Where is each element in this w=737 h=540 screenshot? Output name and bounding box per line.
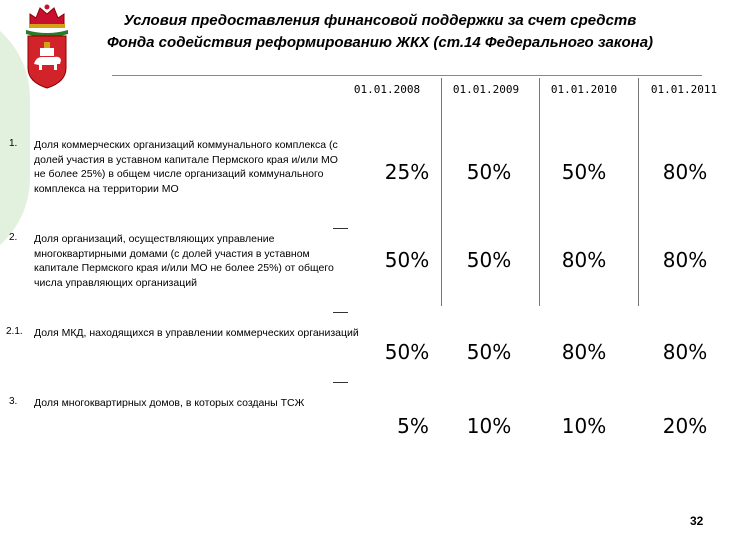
column-header-2010: 01.01.2010 bbox=[550, 83, 618, 96]
row-number: 3. bbox=[9, 396, 18, 407]
page-title bbox=[60, 10, 700, 54]
column-divider bbox=[638, 78, 639, 306]
row-number: 2.1. bbox=[6, 326, 23, 337]
value-cell: 80% bbox=[561, 340, 607, 364]
value-cell: 50% bbox=[384, 340, 430, 364]
value-cell: 80% bbox=[662, 340, 708, 364]
value-cell: 80% bbox=[662, 248, 708, 272]
row-label: Доля организаций, осуществляющих управление многоквартирными домами (с долей участия в уставном капитале Пермского края и/или МО не более 25%) от общего числа управляющих организаций bbox=[34, 233, 334, 289]
row-label: Доля многоквартирных домов, в которых созданы ТСЖ bbox=[34, 397, 305, 409]
row-divider bbox=[333, 228, 348, 229]
value-cell: 5% bbox=[397, 414, 429, 438]
value-cell: 25% bbox=[384, 160, 430, 184]
value-cell: 50% bbox=[466, 248, 512, 272]
column-header-2008: 01.01.2008 bbox=[353, 83, 421, 96]
row-label: Доля коммерческих организаций коммунального комплекса (с долей участия в уставном капитале Пермского края и/или МО не более 25%) в общем числе организаций коммунального комплекса на территории МО bbox=[34, 139, 338, 195]
value-cell: 50% bbox=[466, 340, 512, 364]
value-cell: 80% bbox=[561, 248, 607, 272]
title-line-1: Условия предоставления финансовой поддержки за счет средств bbox=[123, 12, 637, 29]
value-cell: 20% bbox=[662, 414, 708, 438]
row-number: 2. bbox=[9, 232, 18, 243]
row-number: 1. bbox=[9, 138, 18, 149]
row-label: Доля МКД, находящихся в управлении коммерческих организаций bbox=[34, 327, 359, 339]
value-cell: 80% bbox=[662, 160, 708, 184]
value-cell: 50% bbox=[384, 248, 430, 272]
page-number: 32 bbox=[690, 514, 704, 528]
column-header-2011: 01.01.2011 bbox=[650, 83, 718, 96]
value-cell: 50% bbox=[466, 160, 512, 184]
title-line-2: Фонда содействия реформированию ЖКХ (ст.14 Федерального закона) bbox=[106, 34, 654, 51]
title-underline bbox=[112, 75, 702, 76]
value-cell: 10% bbox=[466, 414, 512, 438]
value-cell: 10% bbox=[561, 414, 607, 438]
row-divider bbox=[333, 382, 348, 383]
value-cell: 50% bbox=[561, 160, 607, 184]
column-header-2009: 01.01.2009 bbox=[452, 83, 520, 96]
row-divider bbox=[333, 312, 348, 313]
